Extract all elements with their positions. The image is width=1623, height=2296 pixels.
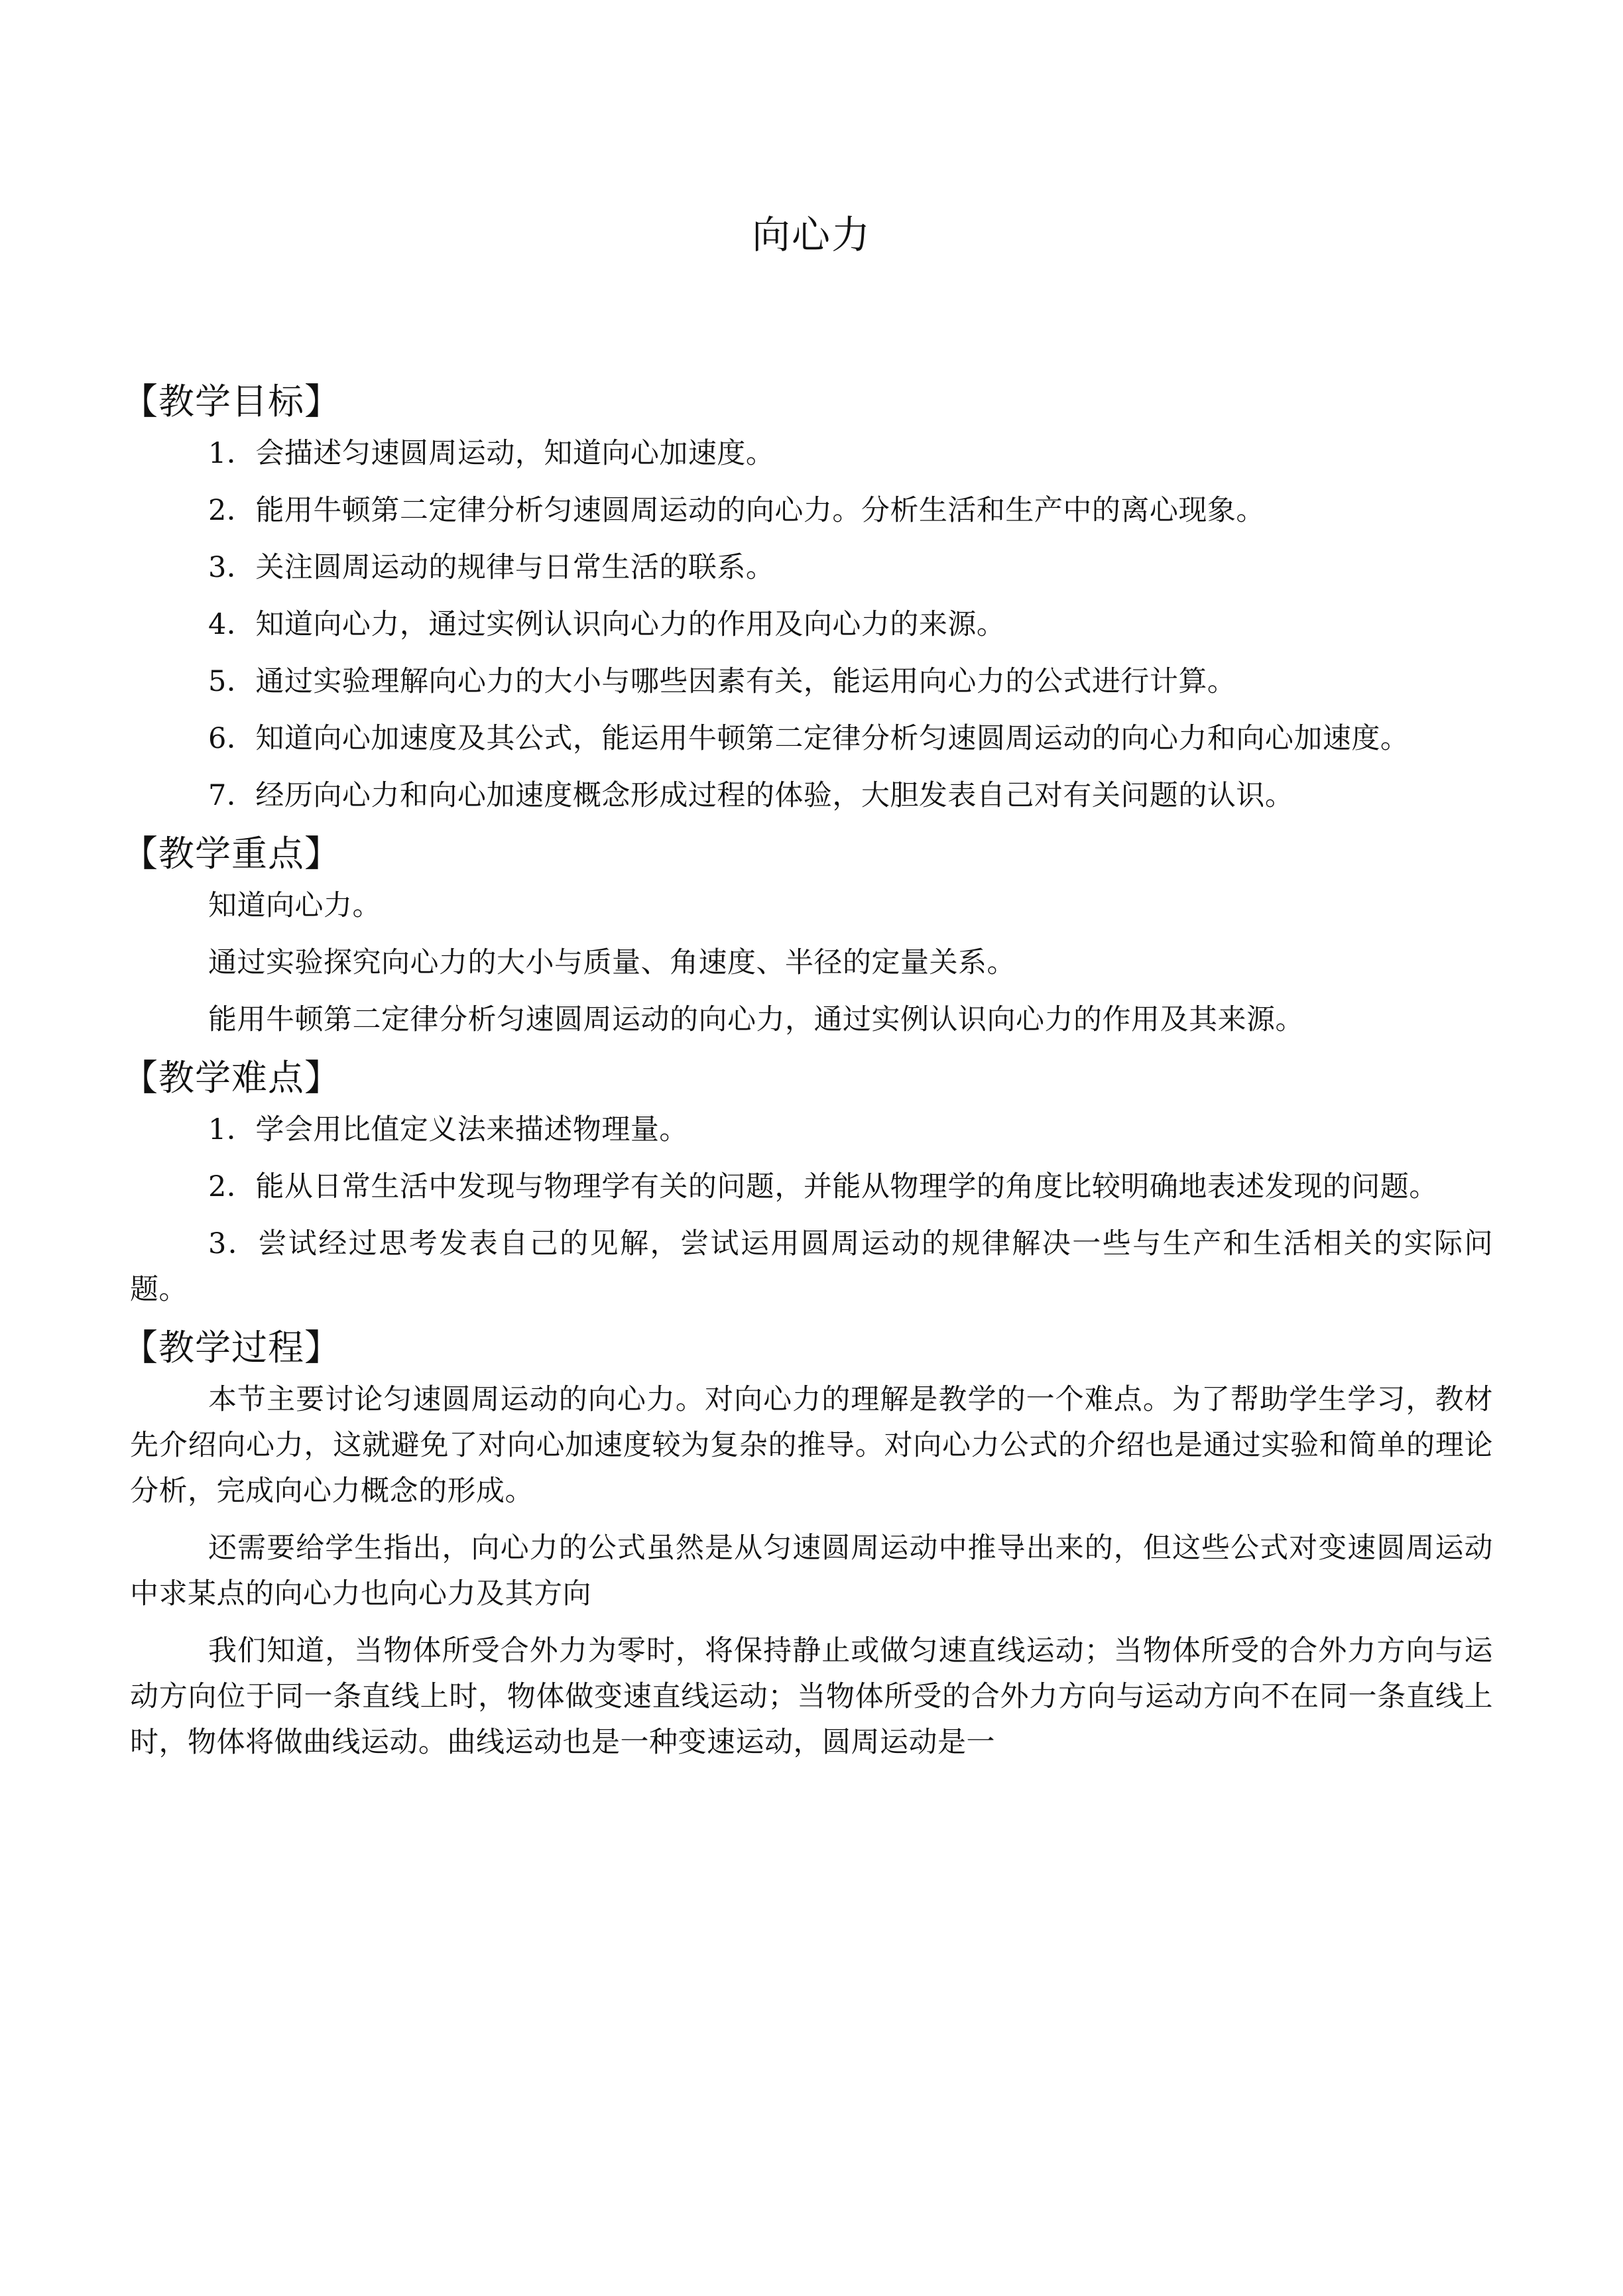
process-paragraph: 我们知道，当物体所受合外力为零时，将保持静止或做匀速直线运动；当物体所受的合外力方向与运动方向位于同一条直线上时，物体做变速直线运动；当物体所受的合外力方向与运动方向不在同一条直线上时，物体将做曲线运动。曲线运动也是一种变速运动，圆周运动是一 (130, 1634, 1493, 1759)
section-heading-difficulties: 【教学难点】 (122, 1057, 341, 1099)
objective-item: 2．能用牛顿第二定律分析匀速圆周运动的向心力。分析生活和生产中的离心现象。 (208, 494, 1265, 527)
objective-item: 7．经历向心力和向心加速度概念形成过程的体验，大胆发表自己对有关问题的认识。 (208, 779, 1294, 812)
section-heading-key-points: 【教学重点】 (122, 833, 341, 875)
section-difficulties (122, 1054, 1493, 1313)
key-point-item: 通过实验探究向心力的大小与质量、角速度、半径的定量关系。 (208, 946, 1016, 979)
key-point-item: 知道向心力。 (208, 889, 381, 922)
objective-item: 5．通过实验理解向心力的大小与哪些因素有关，能运用向心力的公式进行计算。 (208, 665, 1236, 698)
objective-item: 4．知道向心力，通过实例认识向心力的作用及向心力的来源。 (208, 608, 1006, 641)
objective-item: 1．会描述匀速圆周运动，知道向心加速度。 (208, 437, 775, 470)
process-paragraph: 本节主要讨论匀速圆周运动的向心力。对向心力的理解是教学的一个难点。为了帮助学生学习，教材先介绍向心力，这就避免了对向心加速度较为复杂的推导。对向心力公式的介绍也是通过实验和简单的理论分析，完成向心力概念的形成。 (130, 1383, 1493, 1508)
document-body (122, 378, 1493, 1777)
section-objectives (122, 378, 1493, 819)
objective-item: 6．知道向心加速度及其公式，能运用牛顿第二定律分析匀速圆周运动的向心力和向心加速度。 (208, 722, 1410, 755)
section-heading-process: 【教学过程】 (122, 1327, 341, 1368)
difficulty-item: 3．尝试经过思考发表自己的见解，尝试运用圆周运动的规律解决一些与生产和生活相关的实际问题。 (130, 1227, 1493, 1306)
key-point-item: 能用牛顿第二定律分析匀速圆周运动的向心力，通过实例认识向心力的作用及其来源。 (208, 1003, 1304, 1036)
section-process (122, 1324, 1493, 1766)
section-heading-objectives: 【教学目标】 (122, 381, 341, 422)
page-title: 向心力 (751, 212, 871, 257)
difficulty-item: 1．学会用比值定义法来描述物理量。 (208, 1113, 688, 1146)
objective-item: 3．关注圆周运动的规律与日常生活的联系。 (208, 551, 775, 584)
process-paragraph: 还需要给学生指出，向心力的公式虽然是从匀速圆周运动中推导出来的，但这些公式对变速圆周运动中求某点的向心力也向心力及其方向 (130, 1532, 1493, 1610)
section-key-points (122, 830, 1493, 1043)
difficulty-item: 2．能从日常生活中发现与物理学有关的问题，并能从物理学的角度比较明确地表述发现的问题。 (208, 1170, 1438, 1203)
